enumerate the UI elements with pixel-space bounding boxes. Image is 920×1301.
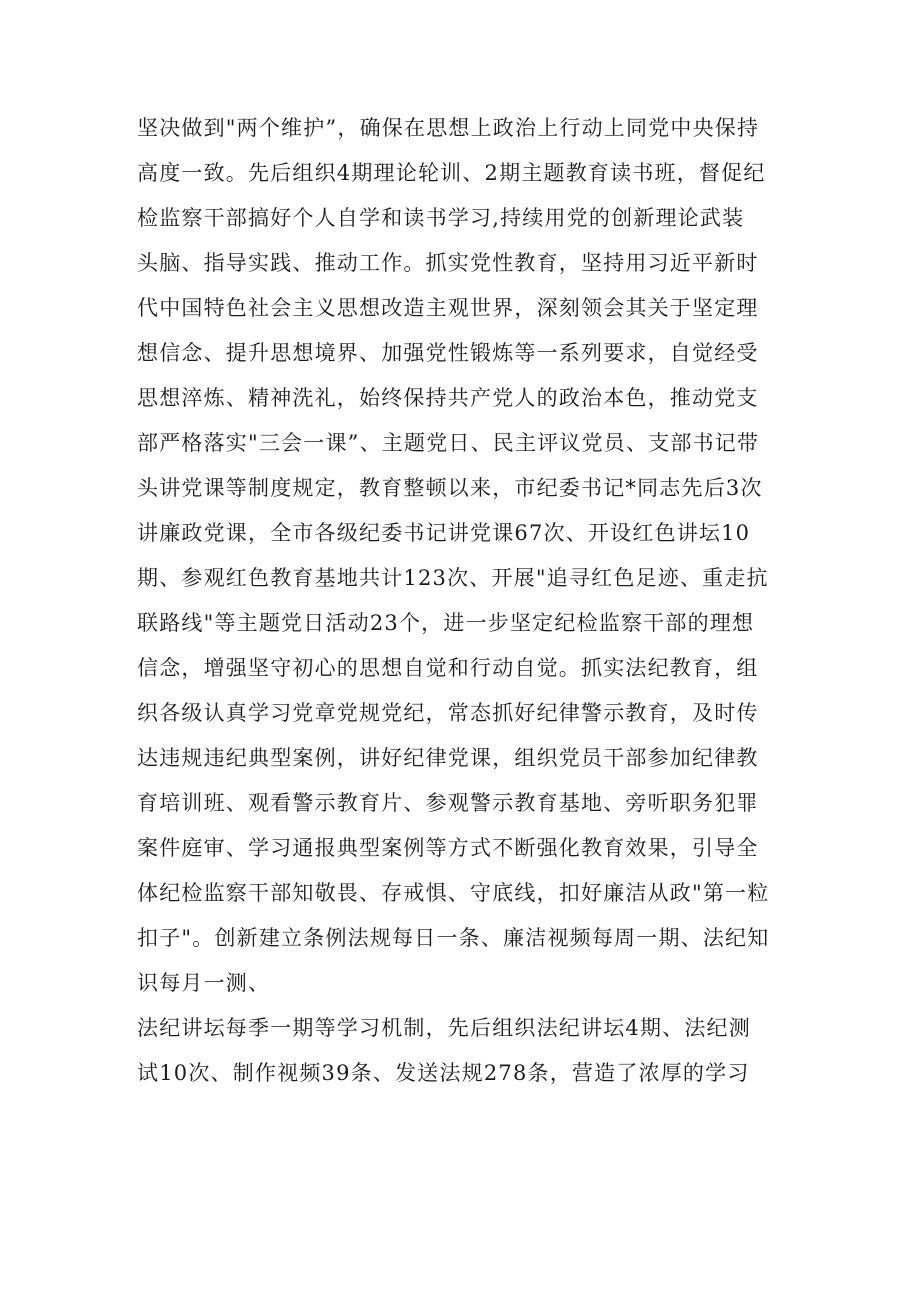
text-line: 案件庭审、学习通报典型案例等方式不断强化教育效果，引导全 — [137, 836, 759, 860]
text-line: 织各级认真学习党章党规党纪，常态抓好纪律警示教育，及时传 — [137, 701, 759, 725]
text-line: 扣子"。创新建立条例法规每日一条、廉洁视频每周一期、法纪知 — [137, 926, 770, 950]
text-line: 思想淬炼、精神洗礼，始终保持共产党人的政治本色，推动党支 — [137, 386, 759, 410]
text-line: 联路线"等主题党日活动23个，进一步坚定纪检监察干部的理想 — [137, 611, 755, 635]
text-line: 期、参观红色教育基地共计123次、开展"追寻红色足迹、重走抗 — [137, 566, 769, 590]
text-line: 识每月一测、 — [137, 971, 271, 995]
body-text — [137, 106, 797, 1096]
text-line: 试10次、制作视频39条、发送法规278条，营造了浓厚的学习 — [137, 1061, 750, 1085]
text-line: 想信念、提升思想境界、加强党性锻炼等一系列要求，自觉经受 — [137, 341, 759, 365]
text-line: 育培训班、观看警示教育片、参观警示教育基地、旁听职务犯罪 — [137, 791, 759, 815]
text-line: 讲廉政党课，全市各级纪委书记讲党课67次、开设红色讲坛10 — [137, 521, 751, 545]
text-line: 法纪讲坛每季一期等学习机制，先后组织法纪讲坛4期、法纪测 — [137, 1016, 751, 1040]
text-line: 头脑、指导实践、推动工作。抓实党性教育，坚持用习近平新时 — [137, 251, 759, 275]
text-line: 部严格落实"三会一课”、主题党日、民主评议党员、支部书记带 — [137, 431, 760, 455]
text-line: 达违规违纪典型案例，讲好纪律党课，组织党员干部参加纪律教 — [137, 746, 759, 770]
text-line: 信念，增强坚守初心的思想自觉和行动自觉。抓实法纪教育，组 — [137, 656, 759, 680]
text-line: 检监察干部搞好个人自学和读书学习,持续用党的创新理论武装 — [137, 206, 745, 230]
text-line: 坚决做到"两个维护”，确保在思想上政治上行动上同党中央保持 — [137, 116, 760, 140]
text-line: 体纪检监察干部知敬畏、存戒惧、守底线，扣好廉洁从政"第一粒 — [137, 881, 770, 905]
text-line: 代中国特色社会主义思想改造主观世界，深刻领会其关于坚定理 — [137, 296, 759, 320]
text-line: 高度一致。先后组织4期理论轮训、2期主题教育读书班，督促纪 — [137, 161, 766, 185]
text-line: 头讲党课等制度规定，教育整顿以来，市纪委书记*同志先后3次 — [137, 476, 763, 500]
